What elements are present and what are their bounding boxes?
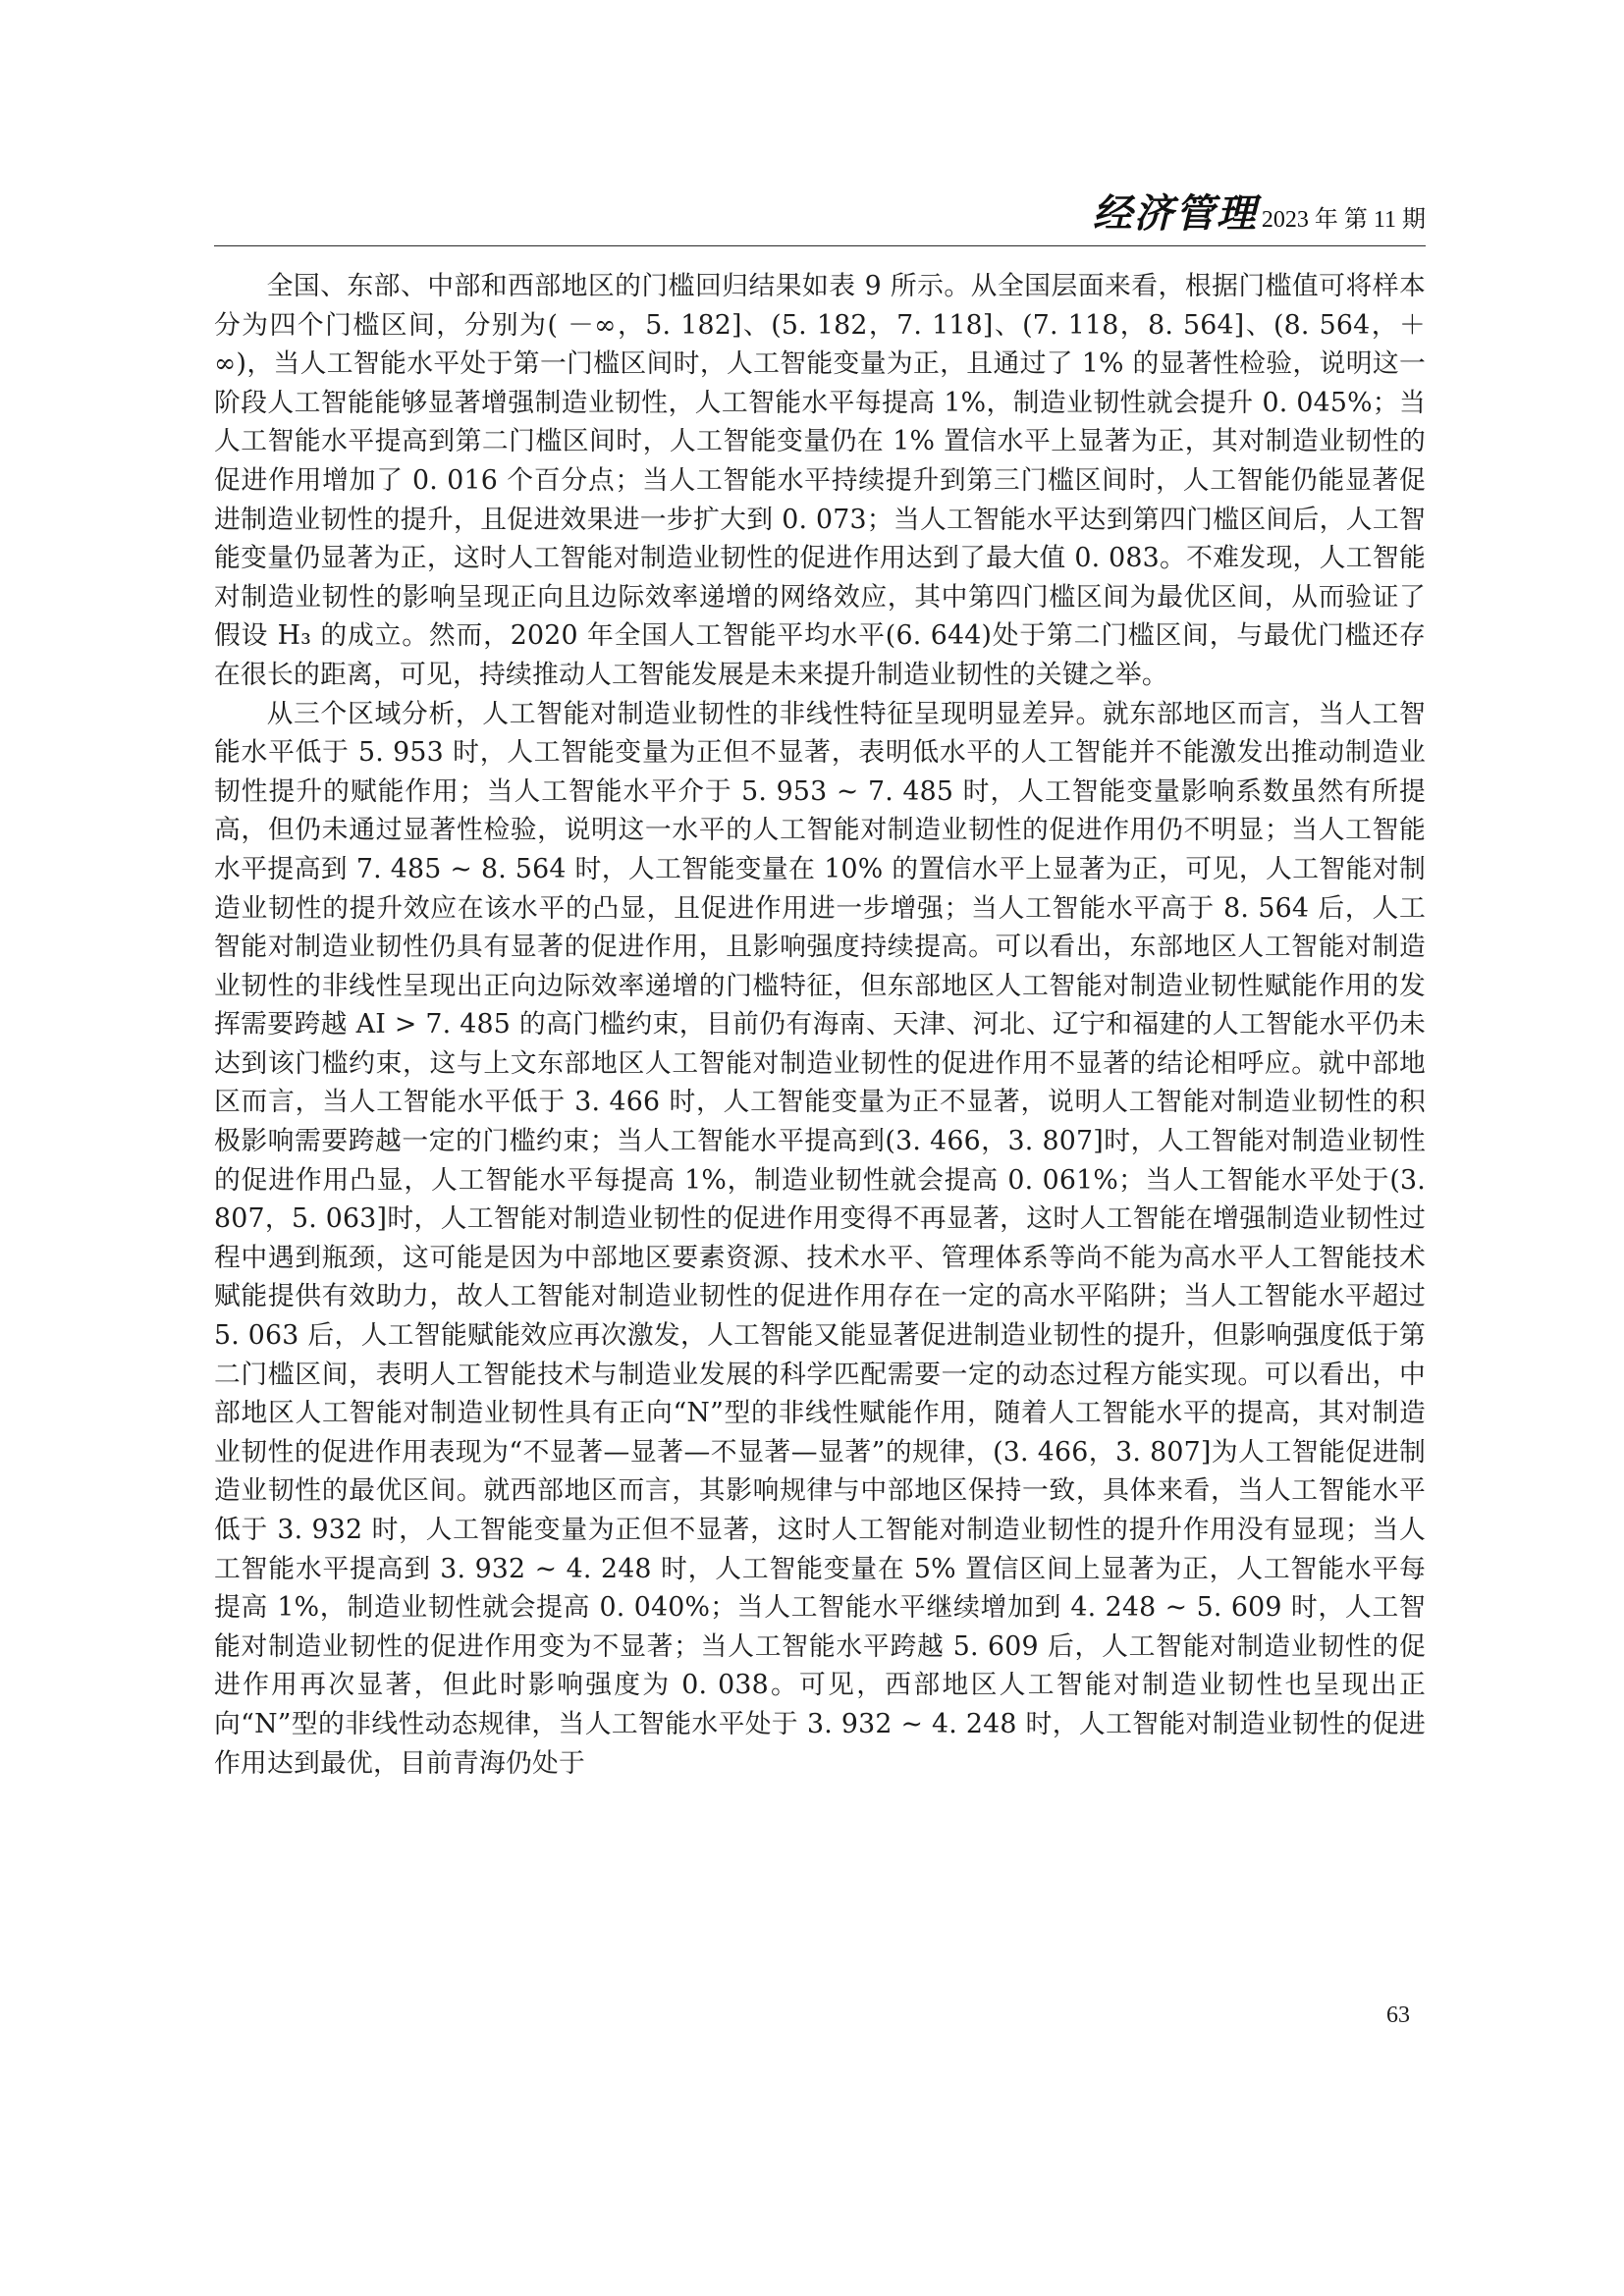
paragraph-regional: 从三个区域分析，人工智能对制造业韧性的非线性特征呈现明显差异。就东部地区而言，当人工智能水平低于 5. 953 时，人工智能变量为正但不显著，表明低水平的人工智能并不能激发出推动制造业韧性提升的赋能作用；当人工智能水平介于 5. 953 ~ 7. 485 时，人工智能变量影响系数虽然有所提高，但仍未通过显著性检验，说明这一水平的人工智能对制造业韧性的促进作用仍不明显；当人工智能水平提高到 7. 485 ~ 8. 564 时，人工智能变量在 10% 的置信水平上显著为正，可见，人工智能对制造业韧性的提升效应在该水平的凸显，且促进作用进一步增强；当人工智能水平高于 8. 564 后，人工智能对制造业韧性仍具有显著的促进作用，且影响强度持续提高。可以看出，东部地区人工智能对制造业韧性的非线性呈现出正向边际效率递增的门槛特征，但东部地区人工智能对制造业韧性赋能作用的发挥需要跨越 AI > 7. 485 的高门槛约束，目前仍有海南、天津、河北、辽宁和福建的人工智能水平仍未达到该门槛约束，这与上文东部地区人工智能对制造业韧性的促进作用不显著的结论相呼应。就中部地区而言，当人工智能水平低于 3. 466 时，人工智能变量为正不显著，说明人工智能对制造业韧性的积极影响需要跨越一定的门槛约束；当人工智能水平提高到(3. 466，3. 807]时，人工智能对制造业韧性的促进作用凸显，人工智能水平每提高 1%，制造业韧性就会提高 0. 061%；当人工智能水平处于(3. 807，5. 063]时，人工智能对制造业韧性的促进作用变得不再显著，这时人工智能在增强制造业韧性过程中遇到瓶颈，这可能是因为中部地区要素资源、技术水平、管理体系等尚不能为高水平人工智能技术赋能提供有效助力，故人工智能对制造业韧性的促进作用存在一定的高水平陷阱；当人工智能水平超过 5. 063 后，人工智能赋能效应再次激发，人工智能又能显著促进制造业韧性的提升，但影响强度低于第二门槛区间，表明人工智能技术与制造业发展的科学匹配需要一定的动态过程方能实现。可以看出，中部地区人工智能对制造业韧性具有正向“N”型的非线性赋能作用，随着人工智能水平的提高，其对制造业韧性的促进作用表现为“不显著—显著—不显著—显著”的规律，(3. 466，3. 807]为人工智能促进制造业韧性的最优区间。就西部地区而言，其影响规律与中部地区保持一致，具体来看，当人工智能水平低于 3. 932 时，人工智能变量为正但不显著，这时人工智能对制造业韧性的提升作用没有显现；当人工智能水平提高到 3. 932 ~ 4. 248 时，人工智能变量在 5% 置信区间上显著为正，人工智能水平每提高 1%，制造业韧性就会提高 0. 040%；当人工智能水平继续增加到 4. 248 ~ 5. 609 时，人工智能对制造业韧性的促进作用变为不显著；当人工智能水平跨越 5. 609 后，人工智能对制造业韧性的促进作用再次显著，但此时影响强度为 0. 038。可见，西部地区人工智能对制造业韧性也呈现出正向“N”型的非线性动态规律，当人工智能水平处于 3. 932 ~ 4. 248 时，人工智能对制造业韧性的促进作用达到最优，目前青海仍处于 [214,698,1426,1779]
paragraph-national: 全国、东部、中部和西部地区的门槛回归结果如表 9 所示。从全国层面来看，根据门槛值可将样本分为四个门槛区间，分别为( －∞，5. 182]、(5. 182，7. 118]、(7. 118，8. 564]、(8. 564，＋∞)，当人工智能水平处于第一门槛区间时，人工智能变量为正，且通过了 1% 的显著性检验，说明这一阶段人工智能能够显著增强制造业韧性，人工智能水平每提高 1%，制造业韧性就会提升 0. 045%；当人工智能水平提高到第二门槛区间时，人工智能变量仍在 1% 置信水平上显著为正，其对制造业韧性的促进作用增加了 0. 016 个百分点；当人工智能水平持续提升到第三门槛区间时，人工智能仍能显著促进制造业韧性的提升，且促进效果进一步扩大到 0. 073；当人工智能水平达到第四门槛区间后，人工智能变量仍显著为正，这时人工智能对制造业韧性的促进作用达到了最大值 0. 083。不难发现，人工智能对制造业韧性的影响呈现正向且边际效率递增的网络效应，其中第四门槛区间为最优区间，从而验证了假设 H₃ 的成立。然而，2020 年全国人工智能平均水平(6. 644)处于第二门槛区间，与最优门槛还存在很长的距离，可见，持续推动人工智能发展是未来提升制造业韧性的关键之举。 [214,271,1426,690]
journal-issue: 2023 年 第 11 期 [1261,207,1426,233]
article-body [214,267,1426,1783]
journal-logo: 经济管理 [1092,190,1258,237]
page-header [214,187,1426,246]
journal-info [1093,183,1426,239]
page-number: 63 [1386,2002,1410,2028]
